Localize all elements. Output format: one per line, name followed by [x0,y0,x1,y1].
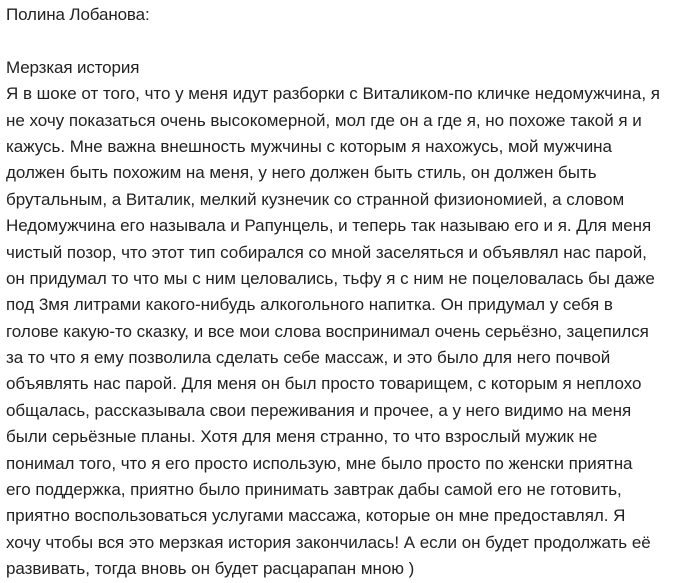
document [6,0,694,583]
author-name: Полина Лобанова: [6,5,150,24]
story-title: Мерзкая история [6,57,140,77]
blank-line [6,28,694,54]
body-line: развивать, тогда вновь он будет расцарапан мною ) [6,559,415,579]
body-line: за то что я ему позволила сделать себе массаж, и это было для него почвой [6,348,611,368]
body-line: брутальным, а Виталик, мелкий кузнечик со странной физиономией, а словом [6,189,625,209]
body-line: Я в шоке от того, что у меня идут разборки с Виталиком-по кличке недомужчина, я [6,84,660,104]
story-body [6,81,694,582]
body-line: не хочу показаться очень высокомерной, мол где он а где я, но похоже такой я и [6,110,642,130]
body-line: голове какую-то сказку, и все мои слова воспринимал очень серьёзно, зацепился [6,321,649,341]
body-line: Недомужчина его называла и Рапунцель, и теперь так называю его и я. Для меня [6,216,652,236]
body-line: его поддержка, приятно было принимать завтрак дабы самой его не готовить, [6,480,622,500]
body-line: были серьёзные планы. Хотя для меня странно, то что взрослый мужик не [6,427,598,447]
body-line: он придумал то что мы с ним целовались, тьфу я с ним не поцеловалась бы даже [6,268,655,288]
body-line: понимал того, что я его просто использую, мне было просто по женски приятна [6,453,633,473]
body-line: должен быть похожим на меня, у него должен быть стиль, он должен быть [6,163,597,183]
body-line: под 3мя литрами какого-нибудь алкогольного напитка. Он придумал у себя в [6,295,613,315]
body-line: приятно воспользоваться услугами массажа, которые он мне предоставлял. Я [6,506,626,526]
body-line: кажусь. Мне важна внешность мужчины с которым я нахожусь, мой мужчина [6,136,612,156]
body-line: хочу чтобы вся это мерзкая история закончилась! А если он будет продолжать её [6,532,651,552]
body-line: общалась, рассказывала свои переживания и прочее, а у него видимо на меня [6,400,632,420]
body-line: объявлять нас парой. Для меня он был просто товарищем, с которым я неплохо [6,374,642,394]
body-line: чистый позор, что этот тип собирался со мной заселяться и объявлял нас парой, [6,242,647,262]
